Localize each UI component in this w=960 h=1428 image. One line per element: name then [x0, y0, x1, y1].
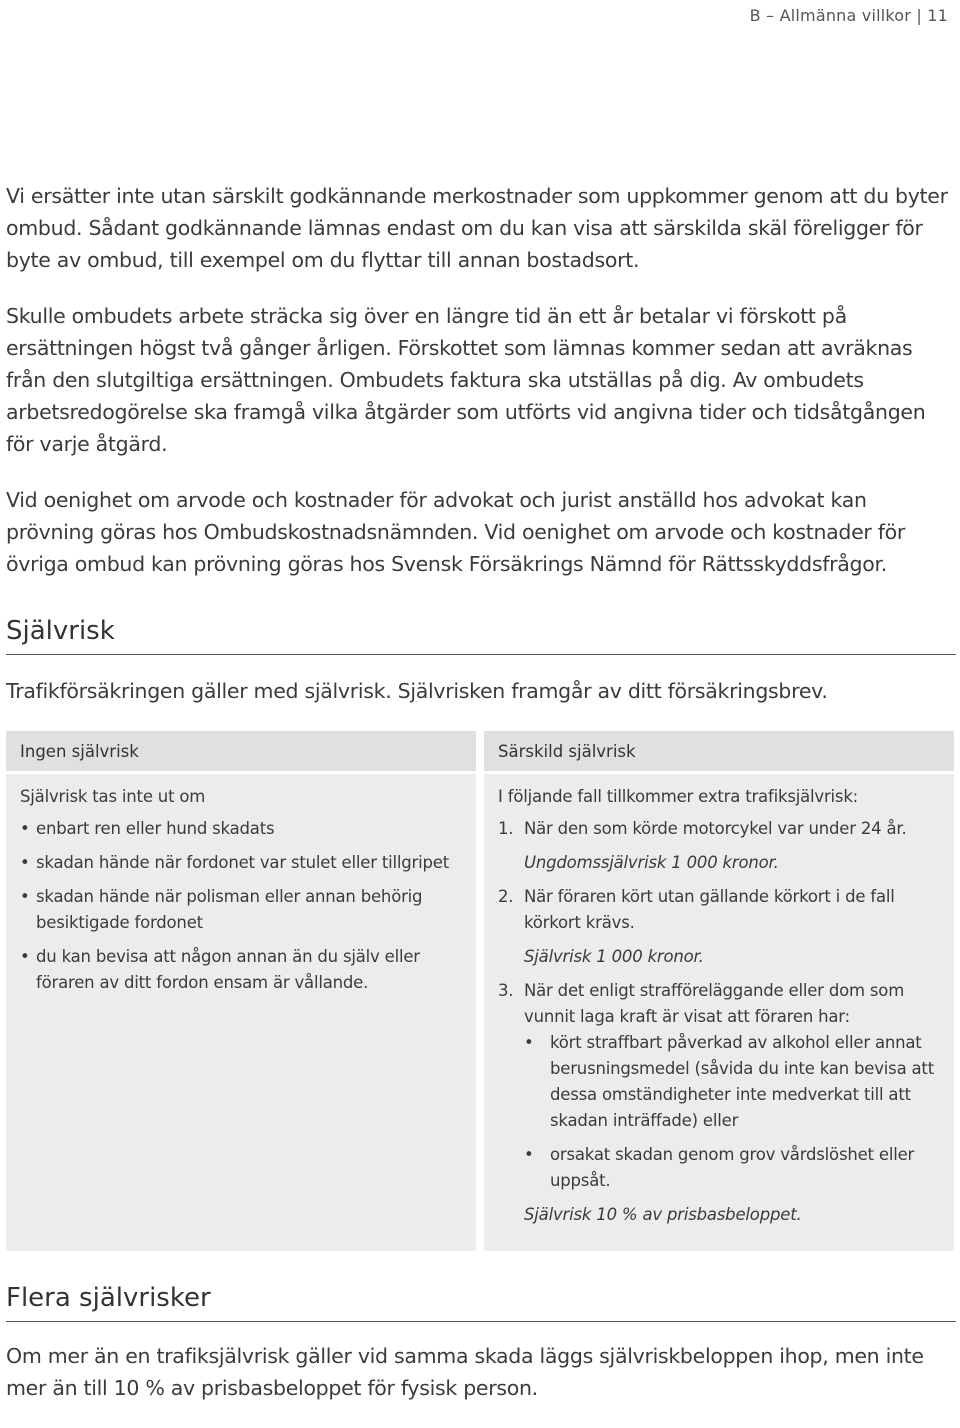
sub-bullet-list	[524, 1030, 940, 1194]
column-title-ingen-sjalvrisk: Ingen självrisk	[6, 731, 476, 774]
sjalvrisk-table	[6, 731, 960, 1251]
paragraph-forskott: Skulle ombudets arbete sträcka sig över en längre tid än ett år betalar vi förskott på ersättningen högst två gånger årligen. Förskottet som lämnas kommer sedan att avräknas från den slutgiltiga ersättningen. Ombudets faktura ska utställas på dig. Av ombudets arbetsredogörelse ska framgå vilka åtgärder som utförts vid angivna tider och tidsåtgången för varje åtgärd.	[6, 304, 926, 456]
page-content	[6, 180, 956, 1428]
list-item-text: När det enligt strafföreläggande eller dom som vunnit laga kraft är visat att föraren har:	[524, 981, 905, 1026]
list-number: 1.	[498, 819, 514, 838]
numbered-list-sarskild	[498, 816, 940, 1228]
page-header: B – Allmänna villkor | 11	[749, 6, 948, 25]
column-sarskild-sjalvrisk	[484, 731, 954, 1251]
list-item: • orsakat skadan genom grov vårdslöshet eller uppsåt.	[524, 1142, 940, 1194]
column-body-ingen	[6, 774, 476, 996]
column-lead-ingen: Självrisk tas inte ut om	[20, 787, 206, 806]
heading-sjalvrisk: Självrisk	[6, 616, 956, 655]
list-item: • du kan bevisa att någon annan än du själv eller föraren av ditt fordon ensam är vållande.	[20, 944, 462, 996]
sjalvrisk-intro: Trafikförsäkringen gäller med självrisk. Självrisken framgår av ditt försäkringsbrev.	[6, 679, 828, 703]
list-item-note: Självrisk 1 000 kronor.	[524, 947, 704, 966]
list-item	[498, 978, 940, 1228]
column-body-sarskild	[484, 774, 954, 1228]
column-ingen-sjalvrisk	[6, 731, 476, 1251]
list-item	[498, 816, 940, 876]
list-item: • kört straffbart påverkad av alkohol eller annat berusningsmedel (såvida du inte kan bevisa att dessa omständigheter inte medverkat till att skadan inträffade) eller	[524, 1030, 940, 1134]
list-item-text: När föraren kört utan gällande körkort i de fall körkort krävs.	[524, 887, 895, 932]
section-flera-sjalvrisker	[6, 1283, 956, 1404]
list-item-note: Ungdomssjälvrisk 1 000 kronor.	[524, 853, 779, 872]
column-title-sarskild-sjalvrisk: Särskild självrisk	[484, 731, 954, 774]
heading-flera-sjalvrisker: Flera självrisker	[6, 1283, 956, 1322]
list-item: • skadan hände när polisman eller annan behörig besiktigade fordonet	[20, 884, 462, 936]
list-item: • skadan hände när fordonet var stulet eller tillgripet	[20, 850, 462, 876]
paragraph-oenighet: Vid oenighet om arvode och kostnader för advokat och jurist anställd hos advokat kan prövning göras hos Ombudskostnadsnämnden. Vid oenighet om arvode och kostnader för övriga ombud kan prövning göras hos Svensk Försäkrings Nämnd för Rättsskyddsfrågor.	[6, 488, 906, 576]
list-item: • enbart ren eller hund skadats	[20, 816, 462, 842]
list-number: 2.	[498, 887, 514, 906]
list-item-note: Självrisk 10 % av prisbasbeloppet.	[524, 1205, 802, 1224]
list-item-text: När den som körde motorcykel var under 24 år.	[524, 819, 907, 838]
list-number: 3.	[498, 981, 514, 1000]
list-item	[498, 884, 940, 970]
column-lead-sarskild: I följande fall tillkommer extra trafiksjälvrisk:	[498, 787, 859, 806]
bullet-list-ingen	[20, 816, 462, 996]
paragraph-byte-av-ombud: Vi ersätter inte utan särskilt godkännande merkostnader som uppkommer genom att du byter ombud. Sådant godkännande lämnas endast om du kan visa att särskilda skäl föreligger för byte av ombud, till exempel om du flyttar till annan bostadsort.	[6, 184, 948, 272]
flera-text: Om mer än en trafiksjälvrisk gäller vid samma skada läggs självriskbeloppen ihop, men inte mer än till 10 % av prisbasbeloppet för fysisk person.	[6, 1344, 924, 1400]
